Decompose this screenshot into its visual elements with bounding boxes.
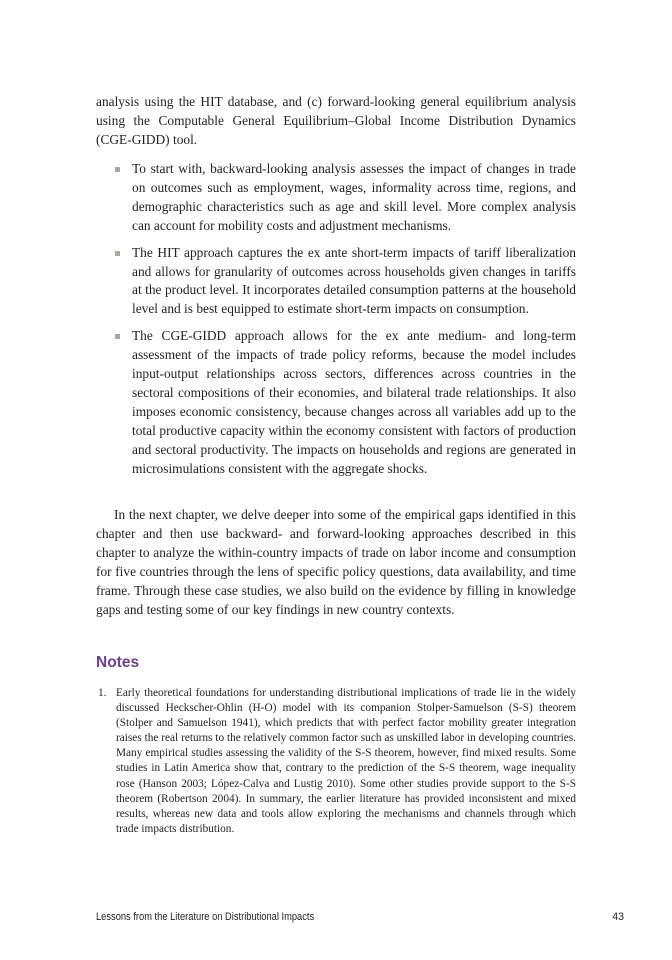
intro-paragraph: analysis using the HIT database, and (c) forward-looking general equilibrium analysis using the Computable General Equilibrium–Global Income Distribution Dynamics (CGE-GIDD) tool.: [96, 94, 576, 147]
note-text: Early theoretical foundations for understanding distributional implications of trade lie in the widely discussed Heckscher-Ohlin (H-O) model with its companion Stolper-Samuelson (S-S) theorem (Stolper and Samuelson 1941), which predicts that with perfect factor mobility greater integration raises the real returns to the relatively common factor such as unskilled labor in developing countries. Many empirical studies assessing the validity of the S-S theorem, however, find mixed results. Some studies in Latin America show that, contrary to the prediction of the S-S theorem, wage inequality rose (Hanson 2003; López-Calva and Lustig 2010). Some other studies provide support to the S-S theorem (Robertson 2004). In summary, the earlier literature has provided inconsistent and mixed results, whereas new data and tools allow exploring the mechanisms and channels through which trade impacts distribution.: [116, 687, 576, 835]
bullet-text: To start with, backward-looking analysis assesses the impact of changes in trade on outcomes such as employment, wages, informality across time, regions, and demographic characteristics such as age and skill level. More complex analysis can account for mobility costs and adjustment mechanisms.: [132, 161, 576, 233]
square-bullet-icon: [115, 251, 120, 256]
bullet-text: The HIT approach captures the ex ante short-term impacts of tariff liberalization and allows for granularity of outcomes across households given changes in tariffs at the product level. It incorporates detailed consumption patterns at the household level and is best equipped to estimate short-term impacts on consumption.: [132, 244, 576, 317]
bullet-item: [96, 160, 576, 236]
bullet-list: [96, 160, 576, 487]
running-title: Lessons from the Literature on Distributional Impacts: [96, 911, 315, 923]
bullet-item: [96, 327, 576, 478]
closing-paragraph: In the next chapter, we delve deeper into some of the empirical gaps identified in this chapter and then use backward- and forward-looking approaches described in this chapter to analyze the within-country impacts of trade on labor income and consumption for five countries through the lens of specific policy questions, data availability, and time frame. Through these case studies, we also build on the evidence by filling in knowledge gaps and testing some of our key findings in new country contexts.: [96, 507, 576, 617]
note-number: 1.: [98, 687, 107, 699]
notes-heading: Notes: [96, 654, 140, 671]
square-bullet-icon: [115, 167, 120, 172]
bullet-text: The CGE-GIDD approach allows for the ex ante medium- and long-term assessment of the impacts of trade policy reforms, because the model includes input-output relationships across sectors, differences across countries in the sectoral compositions of their economies, and bilateral trade relationships. It also imposes economic consistency, because changes across all variables add up to the total productive capacity within the economy consistent with factors of production and sectoral productivity. The impacts on households and regions are generated in microsimulations consistent with the aggregate shocks.: [132, 328, 576, 476]
page-number: 43: [612, 911, 624, 923]
note-item: [96, 686, 576, 837]
square-bullet-icon: [115, 334, 120, 339]
notes-list: [96, 686, 576, 837]
bullet-item: [96, 244, 576, 320]
